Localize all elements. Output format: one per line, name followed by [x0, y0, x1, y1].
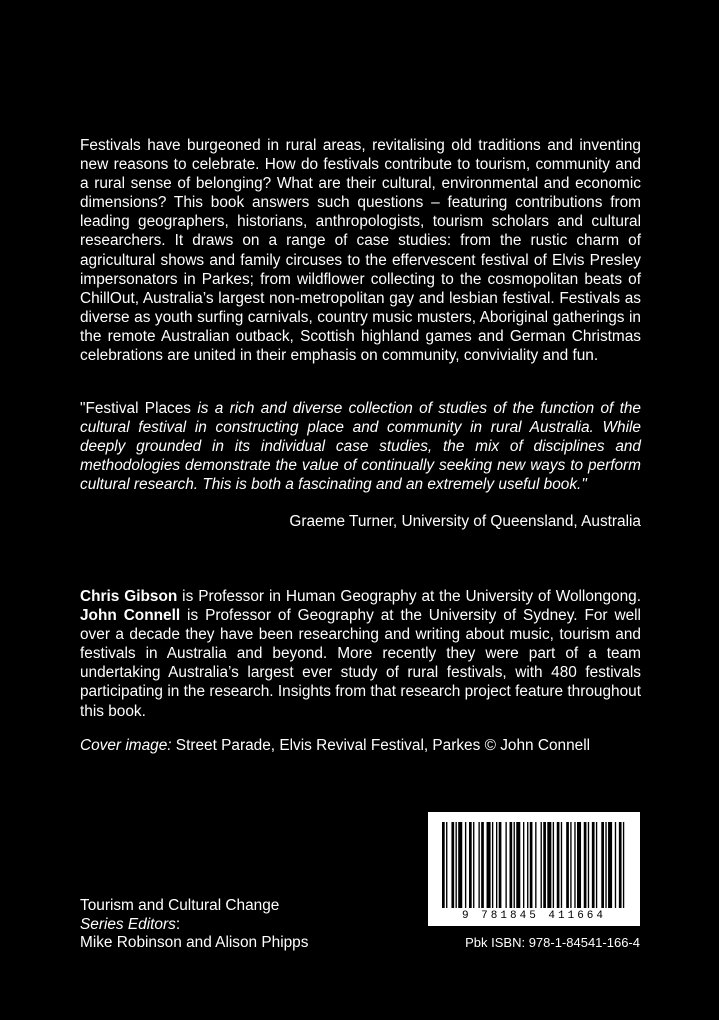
barcode-bar	[553, 822, 554, 908]
barcode-bar	[514, 822, 515, 908]
barcode-bar	[487, 822, 491, 908]
author-bio-2: is Professor of Geography at the University of Sydney. For well over a decade they have been researching and writing about music, tourism and festivals in Australia and beyond. More recently they were part of a team undertaking Australia’s largest ever study of rural festivals, with 480 festivals participating in the research. Insights from that research project feature throughout this book.	[80, 607, 641, 720]
author-name-2: John Connell	[80, 607, 181, 625]
barcode-bar	[478, 822, 479, 908]
barcode-bar	[442, 822, 445, 908]
barcode-bar	[481, 822, 484, 908]
barcode-bar	[623, 822, 624, 908]
barcode-bar	[557, 822, 560, 908]
isbn-barcode	[428, 812, 640, 926]
barcode-bar	[605, 822, 606, 908]
series-info	[80, 897, 308, 953]
blurb-paragraph: Festivals have burgeoned in rural areas, revitalising old traditions and inventing new reasons to celebrate. How do festivals contribute to tourism, community and a rural sense of belonging? What are their cultural, environmental and economic dimensions? This book answers such questions – featuring contributions from leading geographers, historians, anthropologists, tourism scholars and cultural researchers. It draws on a range of case studies: from the rustic charm of agricultural shows and family circuses to the effervescent festival of Elvis Presley impersonators in Parkes; from wildflower collecting to the cosmopolitan beats of ChillOut, Australia’s largest non-metropolitan gay and lesbian festival. Festivals as diverse as youth surfing carnivals, country music musters, Aboriginal gatherings in the remote Australian outback, Scottish highland games and German Christmas celebrations are united in their emphasis on community, conviviality and fun.	[80, 137, 641, 365]
barcode-bar	[446, 822, 447, 908]
series-editors-label-line	[80, 916, 308, 935]
barcode-bar	[577, 822, 581, 908]
barcode-bar	[505, 822, 506, 908]
series-editors-colon: :	[175, 915, 181, 933]
barcode-bar	[547, 822, 551, 908]
author-name-1: Chris Gibson	[80, 588, 178, 605]
barcode-bar	[458, 822, 462, 908]
barcode-bar	[530, 822, 533, 908]
barcode-bar	[543, 822, 546, 908]
cover-credit	[80, 736, 641, 755]
isbn-label: Pbk ISBN: 978-1-84541-166-4	[465, 935, 640, 950]
barcode-bar	[566, 822, 569, 908]
barcode-bar	[561, 822, 562, 908]
author-bio	[80, 587, 641, 721]
series-editors-label: Series Editors	[80, 915, 176, 933]
barcode-bar	[465, 822, 466, 908]
cover-credit-text: Street Parade, Elvis Revival Festival, Parkes © John Connell	[171, 737, 591, 754]
author-bio-1: is Professor in Human Geography at the University of Wollongong.	[177, 588, 641, 605]
quote-attribution: Graeme Turner, University of Queensland, Australia	[289, 513, 641, 530]
quote-open: "Festival Places	[80, 400, 191, 417]
barcode-bar	[535, 822, 536, 908]
barcode-bar	[588, 822, 589, 908]
series-editors-names: Mike Robinson and Alison Phipps	[80, 934, 309, 951]
barcode-bar	[601, 822, 604, 908]
quote-body: is a rich and diverse collection of studies of the function of the cultural festival in constructing place and community in rural Australia. While deeply grounded in its individual case studies, the mix of disciplines and methodologies demonstrate the value of continually seeking new ways to perform cultural research. This is both a fascinating and an extremely useful book.	[80, 400, 641, 494]
barcode-bar	[527, 822, 528, 908]
barcode-bar	[584, 822, 587, 908]
barcode-digits: 9 781845 411664	[461, 910, 607, 922]
barcode-bar	[492, 822, 493, 908]
barcode-bar	[592, 822, 595, 908]
barcode-bar	[570, 822, 571, 908]
barcode-bar	[541, 822, 542, 908]
barcode-bar	[516, 822, 520, 908]
barcode-bar	[615, 822, 616, 908]
barcode-bar	[499, 822, 502, 908]
barcode-bar	[469, 822, 472, 908]
barcode-bar	[523, 822, 524, 908]
review-quote	[80, 399, 641, 494]
barcode-bar	[496, 822, 497, 908]
series-title: Tourism and Cultural Change	[80, 897, 280, 914]
quote-close: "	[581, 476, 587, 494]
barcode-bar	[456, 822, 457, 908]
barcode-bar	[574, 822, 575, 908]
barcode-bar	[619, 822, 622, 908]
barcode-bar	[510, 822, 513, 908]
barcode-bar	[608, 822, 612, 908]
cover-credit-label: Cover image:	[80, 737, 172, 754]
barcode-bar	[451, 822, 454, 908]
barcode-bar	[596, 822, 597, 908]
barcode-bar	[473, 822, 474, 908]
